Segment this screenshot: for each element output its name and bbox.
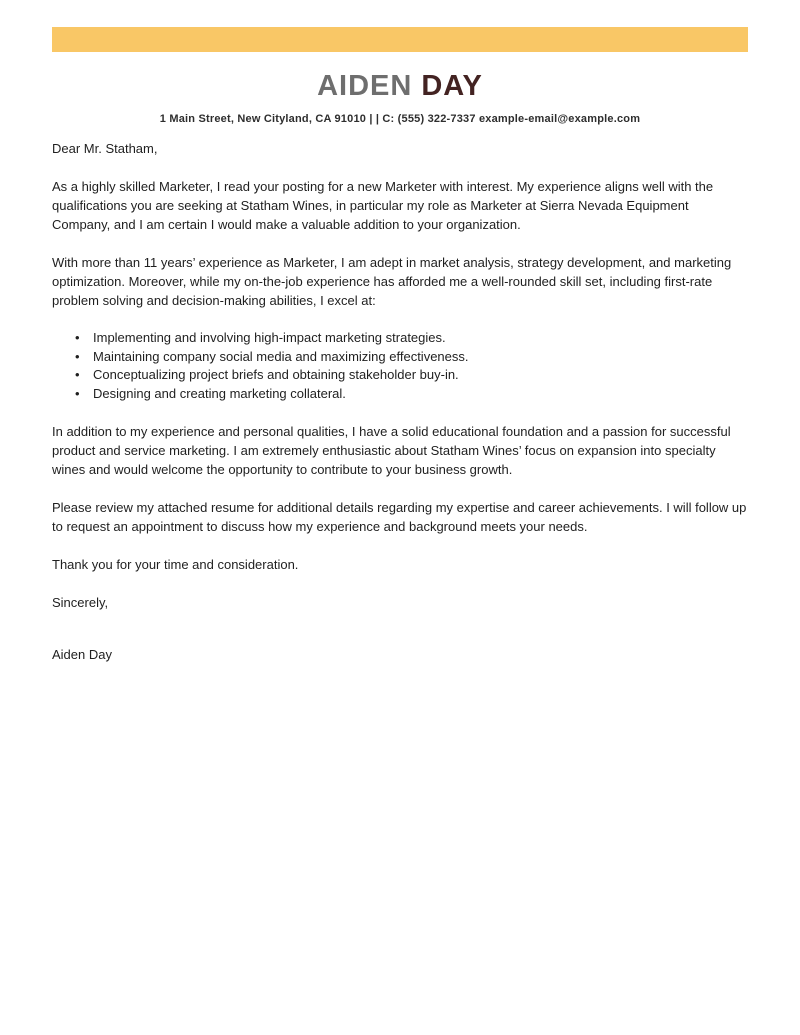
paragraph-experience: With more than 11 years’ experience as Marketer, I am adept in market analysis, strategy development, and marketing optimization. Moreover, while my on-the-job experience has afforded me a well-rounded skill set, including first-rate problem solving and decision-making abilities, I excel at:	[52, 255, 732, 308]
header-banner	[52, 27, 748, 52]
paragraph-intro: As a highly skilled Marketer, I read your posting for a new Marketer with interest. My experience aligns well with the qualifications you are seeking at Statham Wines, in particular my role as Marketer at Sierra Nevada Equipment Company, and I am certain I would make a valuable addition to your organization.	[52, 179, 714, 232]
list-item: • Conceptualizing project briefs and obtaining stakeholder buy-in.	[93, 366, 748, 385]
first-name: AIDEN	[317, 70, 413, 102]
paragraph-resume-request: Please review my attached resume for additional details regarding my expertise and career achievements. I will follow up to request an appointment to discuss how my experience and background meets your needs.	[52, 500, 747, 534]
list-item: • Maintaining company social media and maximizing effectiveness.	[93, 348, 748, 367]
closing-salutation: Sincerely,	[52, 595, 109, 610]
list-item: • Implementing and involving high-impact marketing strategies.	[93, 329, 748, 348]
skills-list	[52, 329, 748, 403]
list-item: • Designing and creating marketing collateral.	[93, 385, 748, 404]
greeting: Dear Mr. Statham,	[52, 141, 158, 156]
paragraph-thanks: Thank you for your time and consideration.	[52, 557, 299, 572]
contact-line: 1 Main Street, New Cityland, CA 91010 | | C: (555) 322-7337 example-email@example.com	[159, 113, 641, 125]
page-title	[0, 68, 800, 104]
signature-name: Aiden Day	[52, 647, 112, 662]
paragraph-education: In addition to my experience and personal qualities, I have a solid educational foundation and a passion for successful product and service marketing. I am extremely enthusiastic about Statham Wines’ focus on expansion into specialty wines and would welcome the opportunity to contribute to your business growth.	[52, 424, 731, 477]
last-name: DAY	[421, 70, 483, 102]
letter-body	[52, 139, 748, 683]
